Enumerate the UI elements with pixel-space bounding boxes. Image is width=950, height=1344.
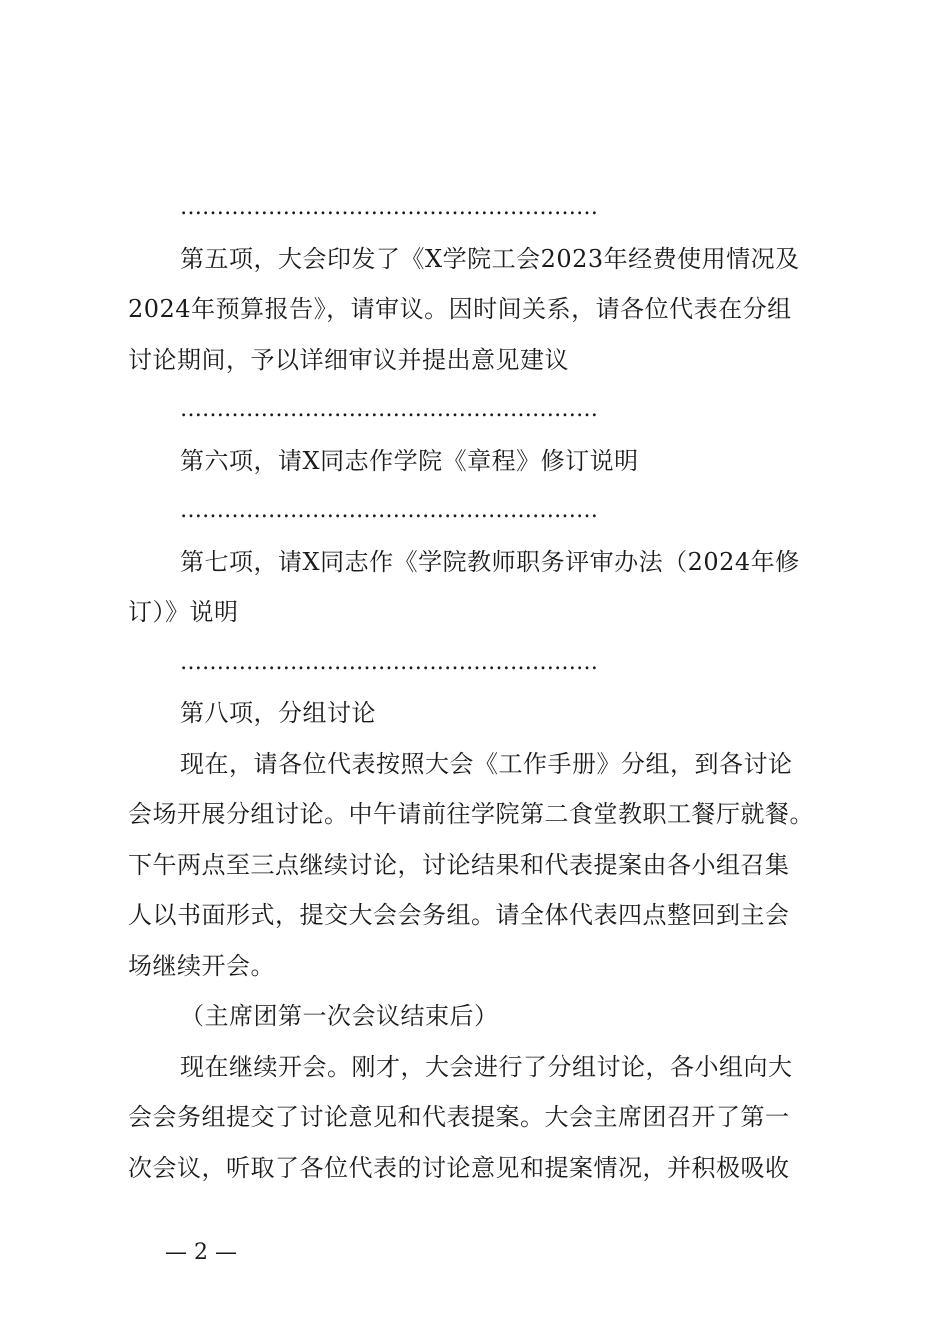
ellipsis-line: ………………………………………………… [180,195,598,220]
ellipsis-line: ………………………………………………… [180,397,598,422]
paragraph-line: （主席团第一次会议结束后） [180,1002,499,1030]
paragraph-line: 会会务组提交了讨论意见和代表提案。大会主席团召开了第一 [128,1103,790,1131]
document-body [128,183,838,1193]
paragraph-line: 会场开展分组讨论。中午请前往学院第二食堂教职工餐厅就餐。 [128,800,814,828]
paragraph-line: 订）》说明 [128,598,239,626]
paragraph-line: 2024年预算报告》，请审议。因时间关系，请各位代表在分组 [128,295,792,323]
paragraph-line: 讨论期间，予以详细审议并提出意见建议 [128,345,569,374]
paragraph-line: 现在继续开会。刚才，大会进行了分组讨论，各小组向大 [180,1052,793,1081]
paragraph-line: 第六项，请X同志作学院《章程》修订说明 [180,446,639,475]
page-number: — 2 — [165,1240,237,1265]
ellipsis-line: ………………………………………………… [180,649,598,675]
paragraph-line: 第五项，大会印发了《X学院工会2023年经费使用情况及 [180,244,800,273]
paragraph-line: 次会议，听取了各位代表的讨论意见和提案情况，并积极吸收 [128,1153,790,1182]
ellipsis-line: ………………………………………………… [180,498,598,523]
paragraph-line: 人以书面形式，提交大会会务组。请全体代表四点整回到主会 [128,901,790,929]
paragraph-line: 现在，请各位代表按照大会《工作手册》分组，到各讨论 [180,749,793,778]
paragraph-line: 下午两点至三点继续讨论，讨论结果和代表提案由各小组召集 [128,850,790,879]
paragraph-line: 第八项，分组讨论 [180,699,376,727]
paragraph-line: 场继续开会。 [128,951,275,980]
paragraph-line: 第七项，请X同志作《学院教师职务评审办法（2024年修 [180,547,800,576]
